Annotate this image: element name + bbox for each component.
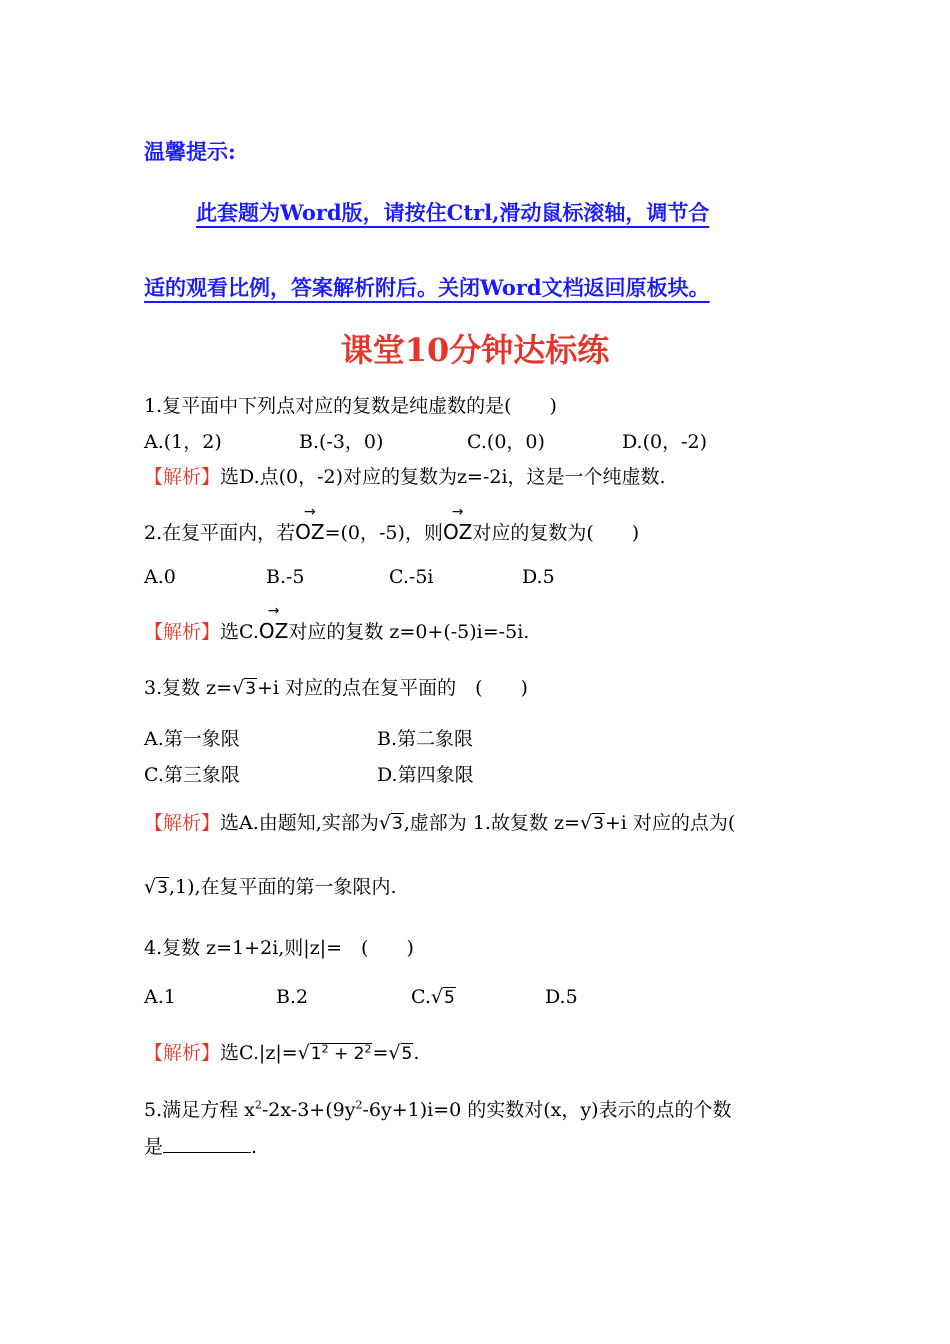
- vector-arrow-icon: →: [304, 504, 316, 520]
- q5-part-b: -2x-3+(9y: [261, 1099, 356, 1121]
- q2-option-c: C.-5i: [389, 566, 434, 588]
- exponent: 2: [254, 1098, 262, 1112]
- q2-option-b: B.-5: [266, 566, 305, 588]
- exponent: 2: [364, 1042, 372, 1056]
- radicand-base-2: 2: [353, 1044, 365, 1064]
- period: .: [413, 1042, 420, 1064]
- vector-label: OZ: [258, 619, 289, 643]
- q1-stem: 1.复平面中下列点对应的复数是纯虚数的是( ): [144, 395, 557, 417]
- q4-answer-pre: 选C.|z|=: [220, 1042, 298, 1064]
- q3-answer-b: ,虚部为 1.故复数 z=: [403, 812, 580, 834]
- analysis-tag: 【解析】: [144, 812, 221, 834]
- vector-arrow-icon: →: [451, 504, 464, 520]
- analysis-tag: 【解析】: [144, 1042, 221, 1064]
- sqrt-sum: $√1^2 + 2^2$: [297, 1042, 372, 1064]
- q5-part-e: .: [251, 1136, 258, 1158]
- q2-answer-post: 对应的复数 z=0+(-5)i=-5i.: [288, 621, 530, 643]
- vector-oz: [295, 504, 325, 545]
- q1-option-a: A.(1，2): [144, 431, 222, 453]
- vector-oz: [258, 603, 289, 644]
- q3-stem-pre: 3.复数 z=: [144, 677, 233, 699]
- radicand: 3: [157, 878, 168, 898]
- q4-stem: 4.复数 z=1+2i,则|z|= ( ): [144, 937, 414, 959]
- vector-oz: [442, 504, 473, 545]
- q2-option-d: D.5: [522, 566, 555, 588]
- q4-option-b: B.2: [276, 986, 309, 1008]
- radicand: 5: [401, 1044, 413, 1064]
- analysis-tag: 【解析】: [144, 621, 221, 643]
- analysis-tag: 【解析】: [144, 466, 221, 488]
- q5-part-a: 5.满足方程 x: [144, 1099, 255, 1121]
- vector-label: OZ: [442, 520, 473, 544]
- q4-option-a: A.1: [144, 986, 176, 1008]
- radicand-base-1: 1: [310, 1044, 322, 1064]
- radicand: 3: [593, 814, 604, 834]
- q3-answer-a: 选A.由题知,实部为: [220, 812, 379, 834]
- q5-stem-line1: [144, 1097, 732, 1123]
- q2-option-a: A.0: [144, 566, 176, 588]
- q5-stem-line2: [144, 1134, 257, 1160]
- q4-analysis: [144, 1040, 419, 1067]
- q3-stem-post: +i 对应的点在复平面的 ( ): [257, 677, 528, 699]
- tip-line-2: 适的观看比例，答案解析附后。关闭Word文档返回原板块。: [144, 275, 710, 300]
- q4-options: [144, 984, 844, 1010]
- q1-option-d: D.(0，-2): [622, 431, 708, 453]
- sqrt-3: √3: [579, 812, 604, 834]
- radicand-sum: [310, 1043, 373, 1064]
- q4-option-d: D.5: [545, 986, 578, 1008]
- q3-option-c: C.第三象限: [144, 764, 240, 786]
- q2-stem-mid: =(0，-5)，则: [324, 522, 443, 544]
- radicand: 5: [444, 988, 455, 1008]
- radicand: 3: [245, 679, 257, 699]
- sqrt-5: √5: [430, 986, 455, 1008]
- answer-blank[interactable]: [163, 1134, 251, 1153]
- q4-option-c-label: C.: [411, 986, 431, 1008]
- exponent: 2: [321, 1042, 329, 1056]
- q2-answer-pre: 选C.: [220, 621, 259, 643]
- sqrt-3: √3: [144, 876, 168, 898]
- q1-option-b: B.(-3，0): [299, 431, 384, 453]
- q3-analysis-cont: [144, 874, 397, 901]
- q1-analysis: [144, 464, 666, 490]
- q3-option-a: A.第一象限: [144, 728, 240, 750]
- vector-label: OZ: [295, 520, 325, 544]
- q3-answer-c: +i 对应的点为(: [604, 812, 736, 834]
- radicand: 3: [391, 814, 403, 834]
- q3-options-row2: [144, 762, 844, 788]
- q2-analysis: [144, 603, 530, 645]
- tip-line-1: 此套题为Word版，请按住Ctrl,滑动鼠标滚轴，调节合: [196, 200, 710, 225]
- q2-options: [144, 564, 844, 590]
- q1-answer: 选D.点(0，-2)对应的复数为z=-2i，这是一个纯虚数.: [220, 466, 666, 488]
- tip-title: 温馨提示:: [144, 139, 236, 164]
- sqrt-3: √3: [232, 677, 257, 699]
- q3-option-b: B.第二象限: [377, 728, 474, 750]
- q5-part-c: -6y+1)i=0 的实数对(x，y)表示的点的个数: [362, 1099, 732, 1121]
- sqrt-5: √5: [388, 1042, 413, 1064]
- equals-sign: =: [372, 1042, 389, 1064]
- q5-part-d: 是: [144, 1136, 164, 1158]
- q4-option-c: [411, 984, 456, 1011]
- q3-answer-d: ,1),在复平面的第一象限内.: [168, 876, 397, 898]
- q2-stem-pre: 2.在复平面内，若: [144, 522, 296, 544]
- q3-options-row1: [144, 726, 844, 752]
- q3-stem: [144, 675, 528, 702]
- plus-sign: +: [328, 1044, 354, 1064]
- sqrt-3: √3: [378, 812, 403, 834]
- q3-option-d: D.第四象限: [377, 764, 474, 786]
- q2-stem-post: 对应的复数为( ): [472, 522, 640, 544]
- q1-option-c: C.(0，0): [467, 431, 545, 453]
- q1-options: [144, 429, 844, 455]
- exponent: 2: [355, 1098, 363, 1112]
- q3-analysis: [144, 810, 735, 837]
- q2-stem: [144, 504, 640, 546]
- vector-arrow-icon: →: [267, 603, 280, 619]
- page-title: 课堂10分钟达标练: [340, 331, 610, 369]
